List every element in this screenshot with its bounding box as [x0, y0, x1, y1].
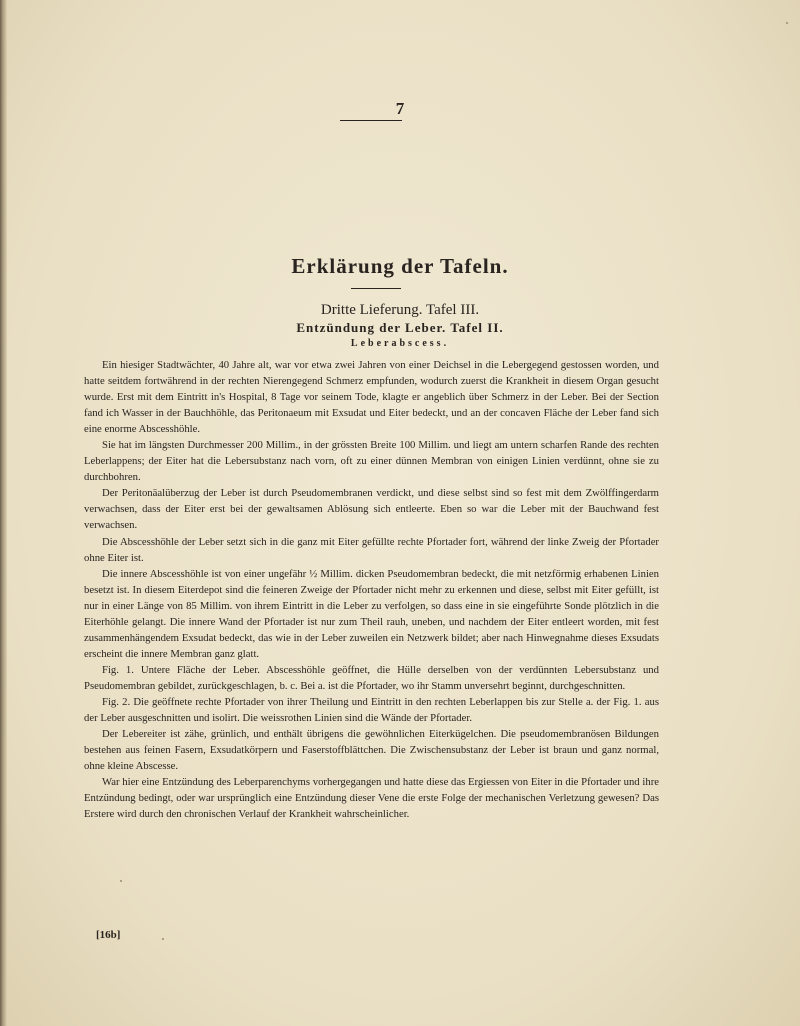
paragraph: Der Peritonäalüberzug der Leber ist durch Pseudomembranen verdickt, und diese selbst sind so fest mit dem Zwölffingerdarm verwachsen, dass der Eiter erst bei der gewaltsamen Ablösung sich entleerte. Eben so war die Leber mit der Bauchwand fest verwachsen.	[84, 487, 659, 532]
paragraph: Die innere Abscesshöhle ist von einer ungefähr ½ Millim. dicken Pseudomembran bedeckt, die mit netzförmig erhabenen Linien besetzt ist. In diesem Eiterdepot sind die feineren Zweige der Pfortader nicht mehr zu erkennen und diese, selbst mit Eiter gefüllt, ist nur in einer Länge von 85 Millim. von ihrem Eintritt in die Leber zu verfolgen, so dass eine in sie eingeführte Sonde plötzlich in die Eiterhöhle gelangt. Die innere Wand der Pfortader ist nur zum Theil rauh, uneben, und nachdem der Eiter entleert worden, mit fest zusammenhängendem Exsudat bedeckt, das wie in der Leber zuweilen ein Netzwerk bildet; aber nach Hinwegnahme dieses Exsudats erscheint die innere Membran ganz glatt.	[84, 567, 659, 660]
title-rule	[351, 288, 401, 289]
page-title: Erklärung der Tafeln.	[291, 254, 509, 278]
paper-speck	[786, 22, 788, 24]
subsection-heading: Leberabscess.	[350, 338, 450, 349]
header-rule	[340, 120, 402, 121]
paragraph: War hier eine Entzündung des Leberparenchyms vorhergegangen und hatte diese das Ergiessen von Eiter in die Pfortader und ihre Entzündung bedingt, oder war ursprünglich eine Entzündung dieser Vene die erste Folge der mechanischen Verletzung gewesen? Das Erstere wird durch den chronischen Verlauf der Krankheit wahrscheinlicher.	[84, 776, 659, 821]
paper-speck	[162, 938, 164, 940]
body-text	[84, 357, 659, 822]
paragraph: Der Lebereiter ist zähe, grünlich, und enthält übrigens die gewöhnlichen Eiterkügelchen. Die pseudomembranösen Bildungen bestehen aus feinen Fasern, Exsudatkörpern und Faserstoffblättchen. Die Zwischensubstanz der Leber ist braun und ganz normal, ohne kleine Abscesse.	[84, 728, 659, 773]
signature-mark: [16b]	[96, 929, 121, 941]
paragraph: Fig. 2. Die geöffnete rechte Pfortader von ihrer Theilung und Eintritt in den rechten Leberlappen bis zur Stelle a. der Fig. 1. aus der Leber ausgeschnitten und isolirt. Die weissrothen Linien sind die Wände der Pfortader.	[84, 695, 659, 725]
subtitle: Dritte Lieferung. Tafel III.	[320, 302, 480, 318]
section-heading: Entzündung der Leber. Tafel II.	[296, 320, 504, 335]
page-number: 7	[395, 99, 405, 118]
paragraph: Fig. 1. Untere Fläche der Leber. Abscesshöhle geöffnet, die Hülle derselben von der verdünnten Lebersubstanz und Pseudomembran gebildet, zurückgeschlagen, b. c. Bei a. ist die Pfortader, wo ihr Stamm unversehrt beginnt, durchgeschnitten.	[84, 663, 659, 692]
paragraph: Sie hat im längsten Durchmesser 200 Millim., in der grössten Breite 100 Millim. und liegt am untern scharfen Rande des rechten Leberlappens; der Eiter hat die Lebersubstanz nach vorn, oft zu einer dünnen Membran von einigen Linien verdünnt, ohne sie zu durchbohren.	[84, 439, 659, 484]
paragraph: Ein hiesiger Stadtwächter, 40 Jahre alt, war vor etwa zwei Jahren von einer Deichsel in die Lebergegend gestossen worden, und hatte seitdem fortwährend in der rechten Nierengegend Schmerz empfunden, wodurch zuerst die Krankheit in diesem Organ gesucht wurde. Erst mit dem Eintritt in's Hospital, 8 Tage vor seinem Tode, klagte er angeblich über Schmerz in der Leber. Bei der Section fand ich Wasser in der Bauchhöhle, das Peritonaeum mit Exsudat und Eiter bedeckt, und an der concaven Fläche der Leber fand sich eine enorme Abscesshöhle.	[84, 359, 659, 436]
paper-speck	[120, 880, 122, 882]
paragraph: Die Abscesshöhle der Leber setzt sich in die ganz mit Eiter gefüllte rechte Pfortader fort, während der linke Zweig der Pfortader ohne Eiter ist.	[84, 535, 659, 564]
binding-edge	[0, 0, 7, 1026]
